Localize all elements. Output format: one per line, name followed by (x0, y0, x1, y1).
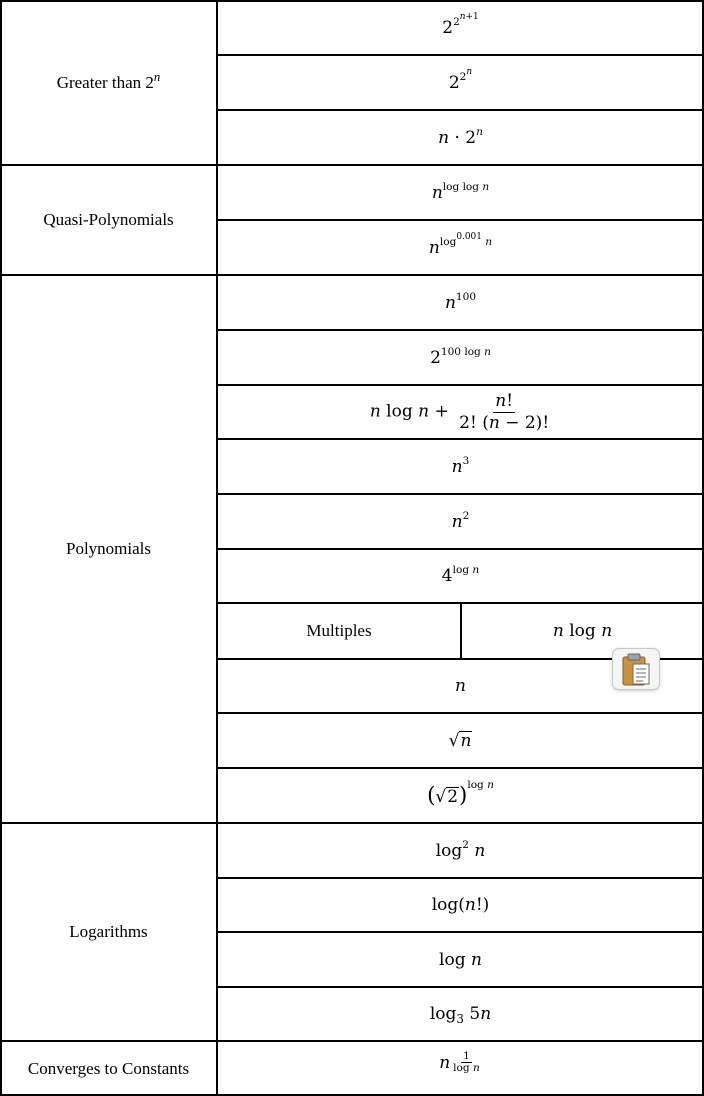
expression: $4^{log n}$ (441, 564, 480, 586)
expression-cell (217, 55, 704, 110)
expression-cell (461, 603, 704, 659)
multiples-label: Multiples (306, 621, 372, 640)
expression: $2^{2^n}$ (448, 67, 473, 93)
category-greater-than-2n (0, 0, 217, 165)
category-converges-to-constants (0, 1041, 217, 1096)
grid-line (0, 822, 704, 824)
expression-cell (217, 878, 704, 932)
expression-cell (217, 494, 704, 549)
expression-cell (217, 0, 704, 55)
category-label: Logarithms (69, 922, 148, 941)
expression: log(n!) (431, 895, 490, 915)
category-polynomials (0, 275, 217, 823)
expression: $n^3$ (451, 454, 470, 477)
expression: $2^{100 log n}$ (430, 345, 491, 368)
expression-cell (217, 549, 704, 603)
expression-cell (217, 987, 704, 1041)
expression-cell (217, 768, 704, 823)
expression-cell (217, 932, 704, 987)
grid-line (217, 767, 704, 769)
expression-cell (217, 275, 704, 330)
grid-line (217, 493, 704, 495)
expression: $n \cdot 2^n$ (438, 125, 483, 148)
exponent-fraction: $\frac{1}{\text{log n}}$ (453, 1049, 480, 1075)
clipboard-icon (613, 649, 661, 691)
expression: $n^{log^{0.001} n}$ (428, 232, 493, 258)
grid-line (217, 384, 704, 386)
expression: ( √ 2 )$^{log n}$ (427, 779, 494, 808)
grid-line (217, 877, 704, 879)
expression: $2^{2^{n+1}}$ (442, 12, 479, 38)
category-label: Converges to Constants (27, 1058, 190, 1078)
expression-cell (217, 110, 704, 165)
grid-line (217, 986, 704, 988)
grid-line (217, 109, 704, 111)
grid-line (217, 219, 704, 221)
square-root: √ n (448, 730, 472, 751)
grid-line (217, 438, 704, 440)
category-label: Quasi-Polynomials (43, 210, 174, 229)
grid-line (217, 712, 704, 714)
grid-line (0, 1040, 704, 1042)
grid-line (217, 602, 704, 604)
category-logarithms (0, 823, 217, 1041)
expression-cell (217, 330, 704, 385)
expression: n log n (552, 621, 613, 641)
expression-cell (217, 823, 704, 878)
expression: $n^2$ (451, 509, 470, 532)
expression-cell (217, 165, 704, 220)
category-label: Polynomials (65, 539, 151, 558)
expression-cell (217, 220, 704, 275)
expression: $\log_3 5n$ (429, 1004, 492, 1027)
expression (449, 731, 473, 751)
grid-line (0, 274, 704, 276)
expression: $n^{100}$ (444, 290, 477, 313)
paste-options-button[interactable] (612, 648, 660, 690)
grid-line (217, 931, 704, 933)
expression-cell (217, 439, 704, 494)
grid-line (217, 54, 704, 56)
grid-line (0, 164, 704, 166)
grid-line (460, 603, 462, 659)
grid-line (217, 548, 704, 550)
category-label: Greater than 2$^n$ (56, 69, 161, 92)
expression: n $\frac{1}{\text{log n}}$ (439, 1049, 480, 1075)
expression: $n^{log log n}$ (431, 180, 490, 203)
expression: n (455, 676, 466, 696)
expression: $\log^2 n$ (435, 838, 486, 861)
grid-line (217, 329, 704, 331)
expression: n log n + $\frac{n!}{2! (n - 2)!}$ (369, 390, 550, 433)
category-quasi-polynomials (0, 165, 217, 275)
expression-cell (217, 385, 704, 439)
expression-cell (217, 713, 704, 768)
multiples-label-cell (217, 603, 461, 659)
grid-line (0, 0, 704, 2)
expression-cell (217, 1041, 704, 1096)
square-root: √ 2 (435, 787, 459, 807)
fraction: $\frac{n!}{2! (n - 2)!}$ (459, 390, 550, 433)
expression: log n (439, 949, 482, 970)
